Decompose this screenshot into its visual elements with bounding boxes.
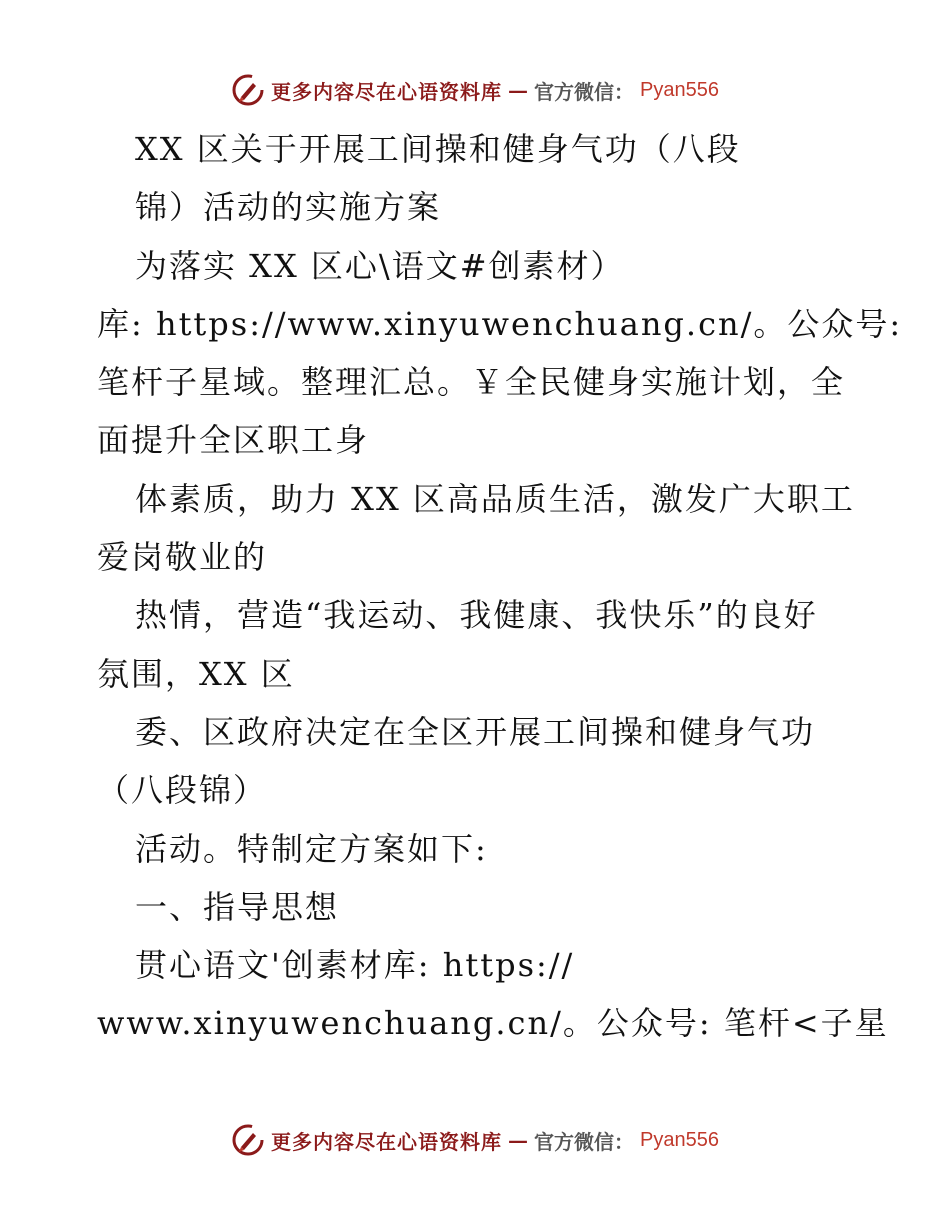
paragraph-line: 为落实 XX 区心\语文#创素材） <box>135 246 625 285</box>
doc-title-line-1: XX 区关于开展工间操和健身气功（八段 <box>135 130 741 168</box>
paragraph-line: （八段锦） <box>97 771 268 810</box>
paragraph-line: www.xinyuwenchuang.cn/。公众号: 笔杆<子星 <box>97 1004 889 1043</box>
watermark-bottom <box>0 1120 950 1160</box>
watermark-main: 更多内容尽在心语资料库 <box>271 79 503 104</box>
paragraph-line: 库: https://www.xinyuwenchuang.cn/。公众号: <box>97 304 903 343</box>
section-heading: 一、指导思想 <box>135 887 340 926</box>
paragraph-line: 委、区政府决定在全区开展工间操和健身气功 <box>135 712 816 751</box>
doc-title-line-2: 锦）活动的实施方案 <box>135 188 442 227</box>
watermark-main: 更多内容尽在心语资料库 <box>271 1129 503 1154</box>
watermark-wechat: Pyan556 <box>640 78 719 101</box>
watermark-dash: — <box>508 1128 529 1152</box>
paragraph-line: 贯心语文'创素材库: https:// <box>135 946 575 985</box>
paragraph-line: 笔杆子星域。整理汇总。￥全民健身实施计划，全 <box>97 363 846 402</box>
watermark-dash: — <box>508 78 529 102</box>
document-body <box>97 120 903 1053</box>
pen-logo-icon <box>231 1123 265 1157</box>
paragraph-line: 活动。特制定方案如下: <box>135 829 488 868</box>
paragraph-line: 爱岗敬业的 <box>97 538 268 577</box>
paragraph-line: 热情，营造“我运动、我健康、我快乐”的良好 <box>135 596 818 635</box>
watermark-wechat: Pyan556 <box>640 1128 719 1151</box>
paragraph-line: 氛围，XX 区 <box>97 654 295 693</box>
pen-logo-icon <box>231 73 265 107</box>
paragraph-line: 面提升全区职工身 <box>97 421 370 460</box>
watermark-sub: 官方微信： <box>534 79 635 104</box>
watermark-top <box>0 70 950 110</box>
paragraph-line: 体素质，助力 XX 区高品质生活，激发广大职工 <box>135 479 855 518</box>
watermark-sub: 官方微信： <box>534 1129 635 1154</box>
